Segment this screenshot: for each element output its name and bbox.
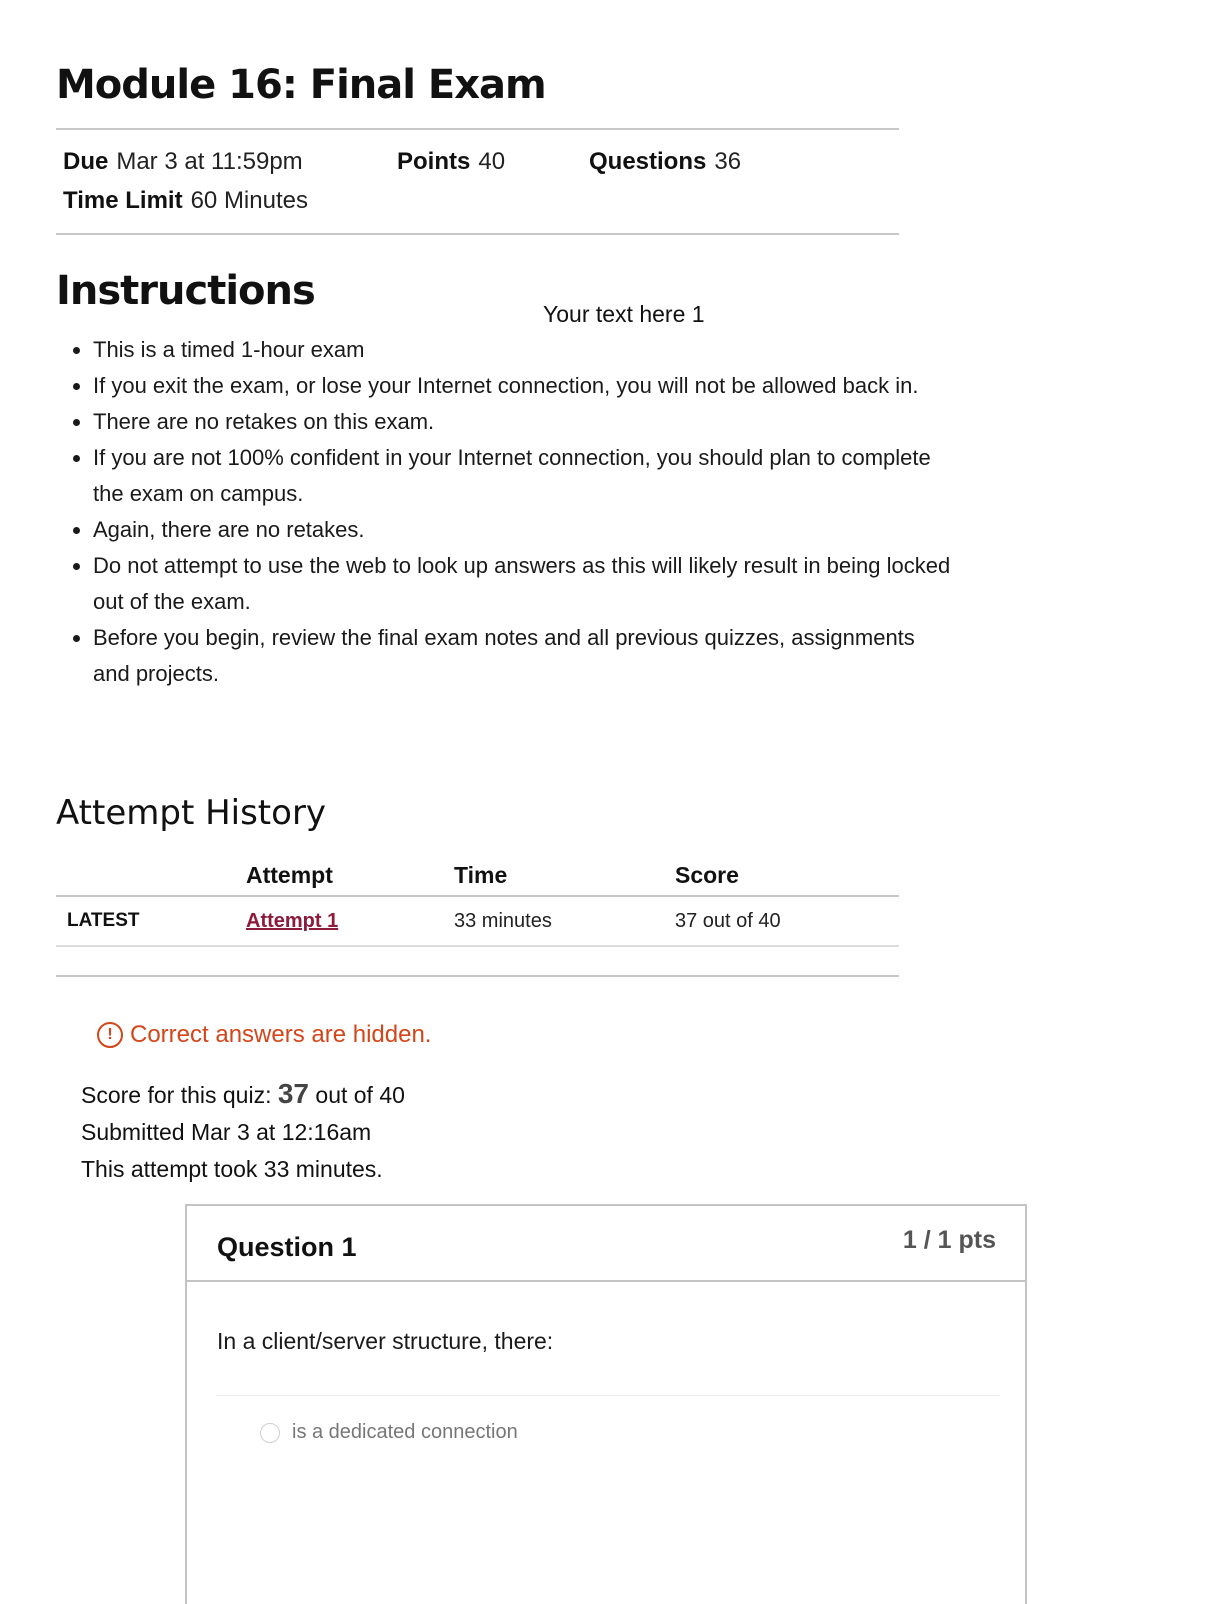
column-header-tag	[56, 853, 246, 896]
history-divider	[56, 975, 899, 977]
question-card	[185, 1204, 1027, 1604]
attempt-history-title: Attempt History	[56, 793, 327, 833]
due-date	[63, 148, 303, 176]
column-header-score: Score	[675, 853, 899, 896]
submitted-date: Submitted Mar 3 at 12:16am	[81, 1119, 372, 1145]
question-header	[187, 1206, 1025, 1282]
due-value: Mar 3 at 11:59pm	[116, 148, 303, 175]
score-value: 37	[277, 1078, 310, 1109]
score-summary	[81, 1075, 405, 1188]
time-limit	[63, 187, 308, 215]
table-header-row	[56, 853, 899, 896]
page-title: Module 16: Final Exam	[56, 62, 546, 108]
list-item: • Before you begin, review the final exam notes and all previous quizzes, assignments and projects.	[93, 620, 953, 692]
radio-button	[260, 1423, 280, 1443]
attempt-history-table	[56, 853, 899, 947]
attempt-cell	[246, 896, 454, 946]
notice-text: Correct answers are hidden.	[130, 1021, 432, 1048]
list-item: • Do not attempt to use the web to look up answers as this will likely result in being locked out of the exam.	[93, 548, 953, 620]
overlay-text: Your text here 1	[543, 301, 705, 327]
time-cell: 33 minutes	[454, 896, 675, 946]
column-header-time: Time	[454, 853, 675, 896]
score-prefix: Score for this quiz:	[81, 1082, 272, 1108]
quiz-score	[81, 1075, 405, 1114]
meta-divider	[56, 233, 899, 235]
time-limit-label: Time Limit	[63, 187, 183, 214]
question-text: In a client/server structure, there:	[217, 1328, 554, 1354]
points-value: 40	[478, 148, 506, 175]
answer-option-label: is a dedicated connection	[292, 1421, 518, 1443]
list-item: • If you are not 100% confident in your Internet connection, you should plan to complete the exam on campus.	[93, 440, 953, 512]
latest-tag: LATEST	[56, 896, 246, 946]
due-label: Due	[63, 148, 109, 175]
list-item: • There are no retakes on this exam.	[93, 404, 953, 440]
table-row	[56, 896, 899, 946]
questions-label: Questions	[589, 148, 707, 175]
score-suffix: out of 40	[315, 1082, 405, 1108]
time-limit-value: 60 Minutes	[190, 187, 308, 214]
answers-hidden-notice	[97, 1021, 431, 1049]
score-cell: 37 out of 40	[675, 896, 899, 946]
questions-count	[589, 148, 741, 176]
questions-value: 36	[714, 148, 742, 175]
points-label: Points	[397, 148, 471, 175]
instructions-title: Instructions	[56, 268, 315, 314]
instructions-list	[56, 332, 953, 692]
alert-circle-icon: !	[97, 1022, 123, 1048]
title-divider	[56, 128, 899, 130]
question-divider	[217, 1395, 999, 1396]
attempt-duration: This attempt took 33 minutes.	[81, 1156, 383, 1182]
attempt-link[interactable]: Attempt 1	[246, 909, 339, 932]
question-title: Question 1	[217, 1232, 357, 1262]
list-item: • If you exit the exam, or lose your Internet connection, you will not be allowed back in.	[93, 368, 953, 404]
list-item: • Again, there are no retakes.	[93, 512, 953, 548]
question-points: 1 / 1 pts	[902, 1226, 996, 1254]
column-header-attempt: Attempt	[246, 853, 454, 896]
points	[397, 148, 505, 176]
answer-option	[260, 1421, 518, 1444]
list-item: • This is a timed 1-hour exam	[93, 332, 953, 368]
